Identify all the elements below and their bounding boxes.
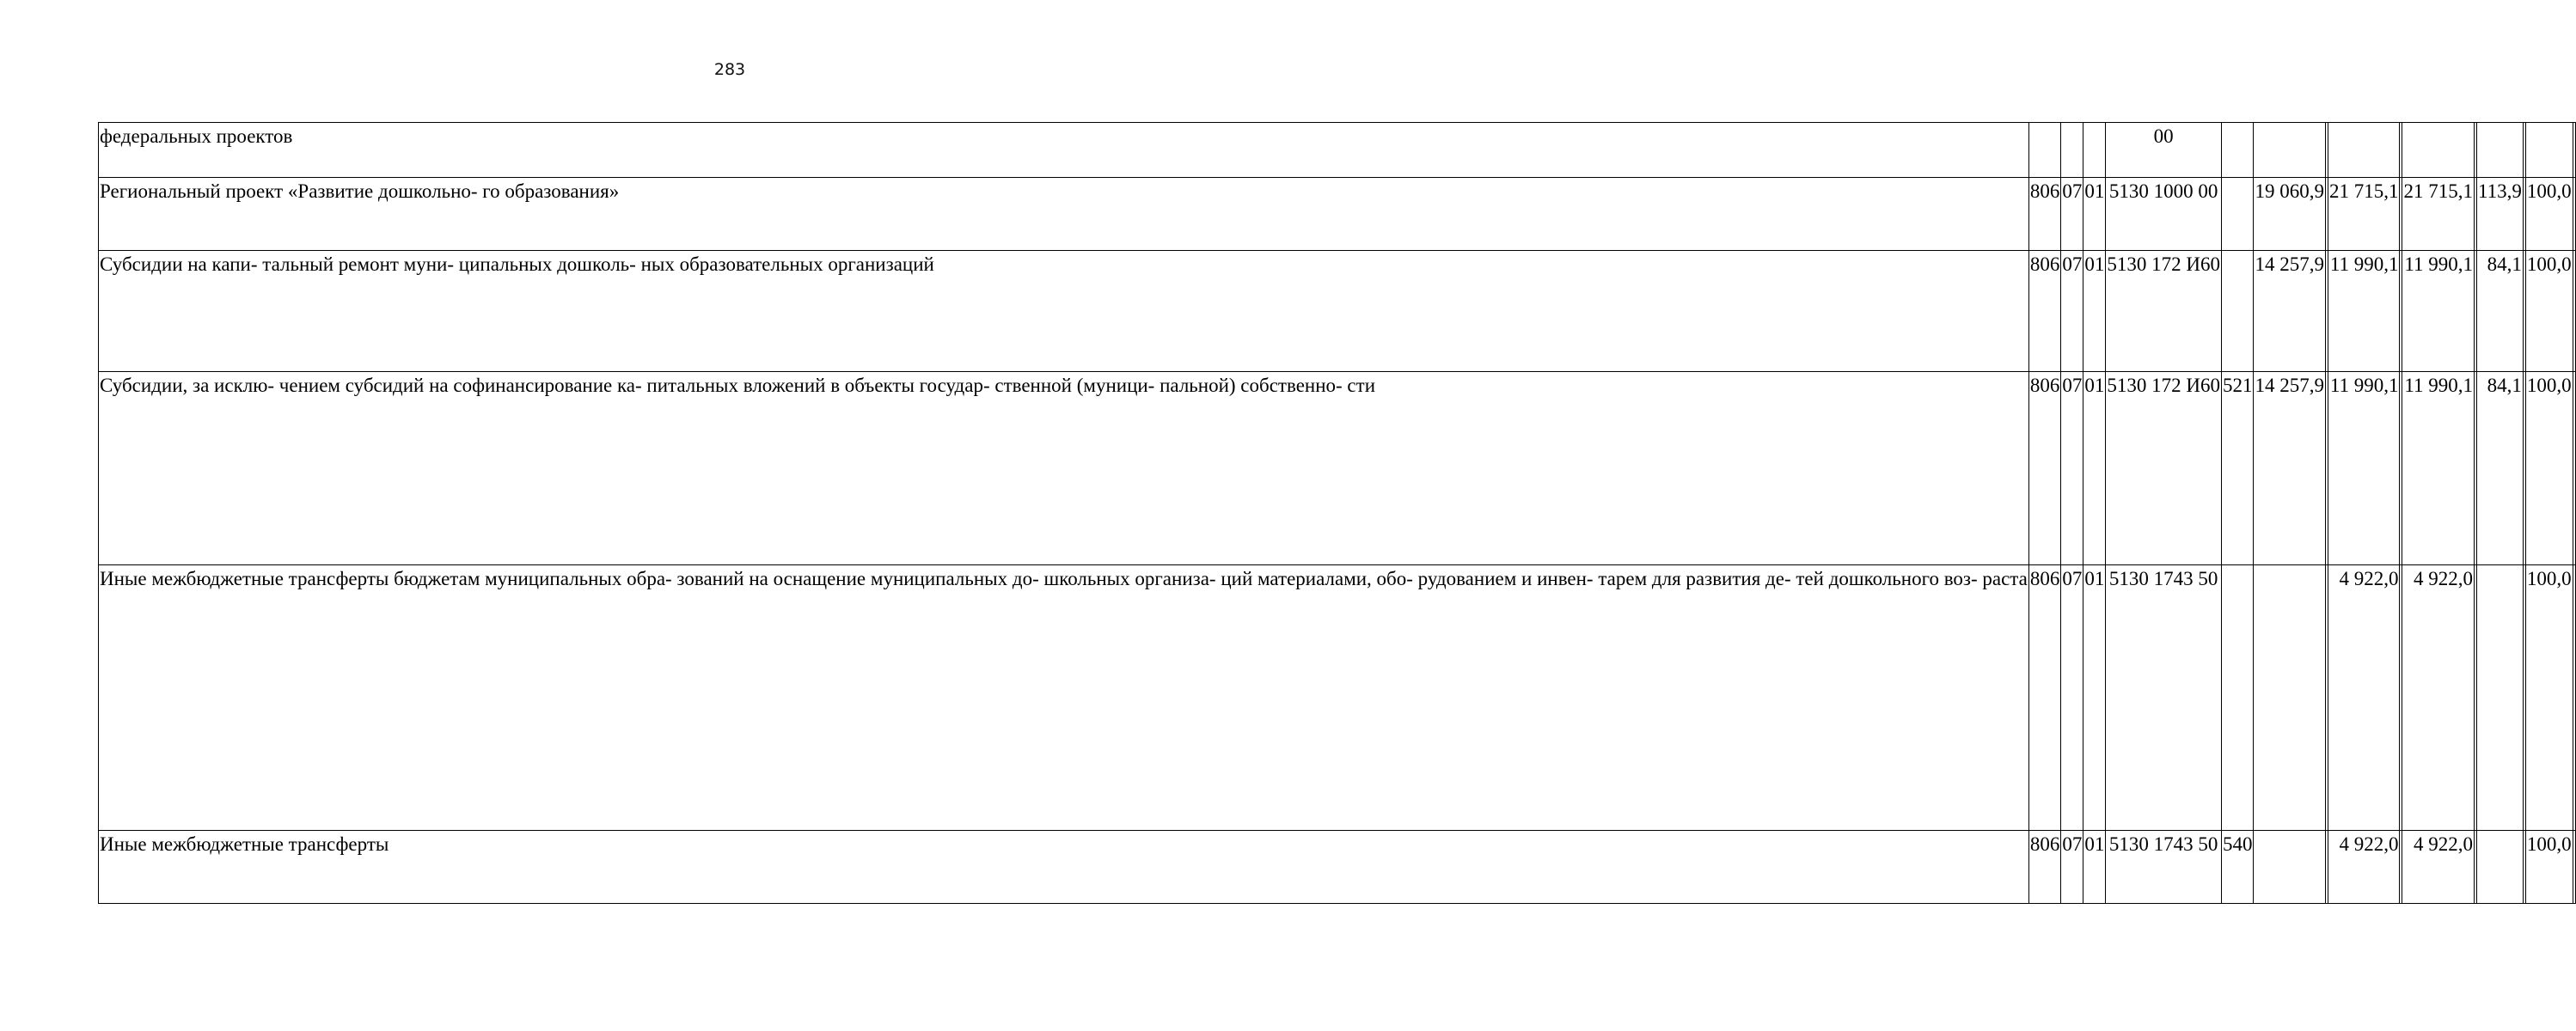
subsection-code-cell: 01 <box>2083 251 2106 372</box>
percent-cell: 113,9 <box>2476 178 2523 251</box>
value-cell: 4 922,0 <box>2402 565 2475 831</box>
admin-code-cell: 806 <box>2028 565 2061 831</box>
row-name-cell: Субсидии, за исклю- чением субсидий на софинансирование ка- питальных вложений в объекты государ- ственной (муници- пальной) собственно- сти <box>99 372 2029 565</box>
section-code-cell: 07 <box>2061 251 2083 372</box>
section-code-cell: 07 <box>2061 831 2083 904</box>
expense-type-cell <box>2221 178 2254 251</box>
table-row <box>99 372 2576 565</box>
budget-table <box>98 122 2576 904</box>
percent-cell <box>2476 123 2523 178</box>
row-name-cell: Региональный проект «Развитие дошкольно- го образования» <box>99 178 2029 251</box>
admin-code-cell: 806 <box>2028 831 2061 904</box>
table-row <box>99 123 2576 178</box>
subsection-code-cell: 01 <box>2083 372 2106 565</box>
target-article-cell: 5130 1743 50 <box>2106 565 2222 831</box>
value-cell <box>2254 831 2326 904</box>
section-code-cell: 07 <box>2061 178 2083 251</box>
table-row <box>99 565 2576 831</box>
row-name-cell: Иные межбюджетные трансферты <box>99 831 2029 904</box>
target-article-cell: 5130 1000 00 <box>2106 178 2222 251</box>
admin-code-cell: 806 <box>2028 372 2061 565</box>
admin-code-cell <box>2028 123 2061 178</box>
page-number: 283 <box>713 60 746 79</box>
value-cell: 11 990,1 <box>2402 372 2475 565</box>
subsection-code-cell: 01 <box>2083 178 2106 251</box>
percent-cell <box>2573 251 2575 372</box>
percent-cell: 84,1 <box>2476 372 2523 565</box>
subsection-code-cell: 01 <box>2083 831 2106 904</box>
value-cell <box>2254 123 2326 178</box>
expense-type-cell <box>2221 565 2254 831</box>
table-row <box>99 251 2576 372</box>
value-cell: 4 922,0 <box>2402 831 2475 904</box>
section-code-cell <box>2061 123 2083 178</box>
percent-cell <box>2573 123 2575 178</box>
percent-cell <box>2525 123 2573 178</box>
expense-type-cell: 540 <box>2221 831 2254 904</box>
value-cell: 14 257,9 <box>2254 372 2326 565</box>
value-cell: 14 257,9 <box>2254 251 2326 372</box>
value-cell <box>2254 565 2326 831</box>
section-code-cell: 07 <box>2061 565 2083 831</box>
subsection-code-cell: 01 <box>2083 565 2106 831</box>
expense-type-cell <box>2221 251 2254 372</box>
row-name-cell: Субсидии на капи- тальный ремонт муни- ципальных дошколь- ных образовательных организаций <box>99 251 2029 372</box>
admin-code-cell: 806 <box>2028 251 2061 372</box>
expense-type-cell <box>2221 123 2254 178</box>
percent-cell: 100,0 <box>2525 251 2573 372</box>
percent-cell: 100,0 <box>2525 372 2573 565</box>
percent-cell: 100,0 <box>2525 178 2573 251</box>
value-cell: 11 990,1 <box>2402 251 2475 372</box>
value-cell <box>2402 123 2475 178</box>
target-article-cell: 5130 172 И60 <box>2106 372 2222 565</box>
expense-type-cell: 521 <box>2221 372 2254 565</box>
percent-cell: 100,0 <box>2525 565 2573 831</box>
percent-cell <box>2573 831 2575 904</box>
percent-cell <box>2476 831 2523 904</box>
admin-code-cell: 806 <box>2028 178 2061 251</box>
value-cell: 11 990,1 <box>2328 372 2400 565</box>
percent-cell: 100,0 <box>2525 831 2573 904</box>
value-cell <box>2328 123 2400 178</box>
row-name-cell: Иные межбюджетные трансферты бюджетам муниципальных обра- зований на оснащение муниципальных до- школьных организа- ций материалами, обо- рудованием и инвен- тарем для развития де- тей дошкольного воз- раста <box>99 565 2029 831</box>
table-body <box>99 123 2576 904</box>
value-cell: 21 715,1 <box>2328 178 2400 251</box>
table-row <box>99 831 2576 904</box>
section-code-cell: 07 <box>2061 372 2083 565</box>
table-row <box>99 178 2576 251</box>
row-name-cell: федеральных проектов <box>99 123 2029 178</box>
target-article-cell: 5130 1743 50 <box>2106 831 2222 904</box>
percent-cell <box>2573 372 2575 565</box>
value-cell: 21 715,1 <box>2402 178 2475 251</box>
value-cell: 19 060,9 <box>2254 178 2326 251</box>
value-cell: 11 990,1 <box>2328 251 2400 372</box>
value-cell: 4 922,0 <box>2328 831 2400 904</box>
value-cell: 4 922,0 <box>2328 565 2400 831</box>
percent-cell: 84,1 <box>2476 251 2523 372</box>
percent-cell <box>2573 178 2575 251</box>
target-article-cell: 5130 172 И60 <box>2106 251 2222 372</box>
target-article-cell: 00 <box>2106 123 2222 178</box>
percent-cell <box>2573 565 2575 831</box>
subsection-code-cell <box>2083 123 2106 178</box>
percent-cell <box>2476 565 2523 831</box>
